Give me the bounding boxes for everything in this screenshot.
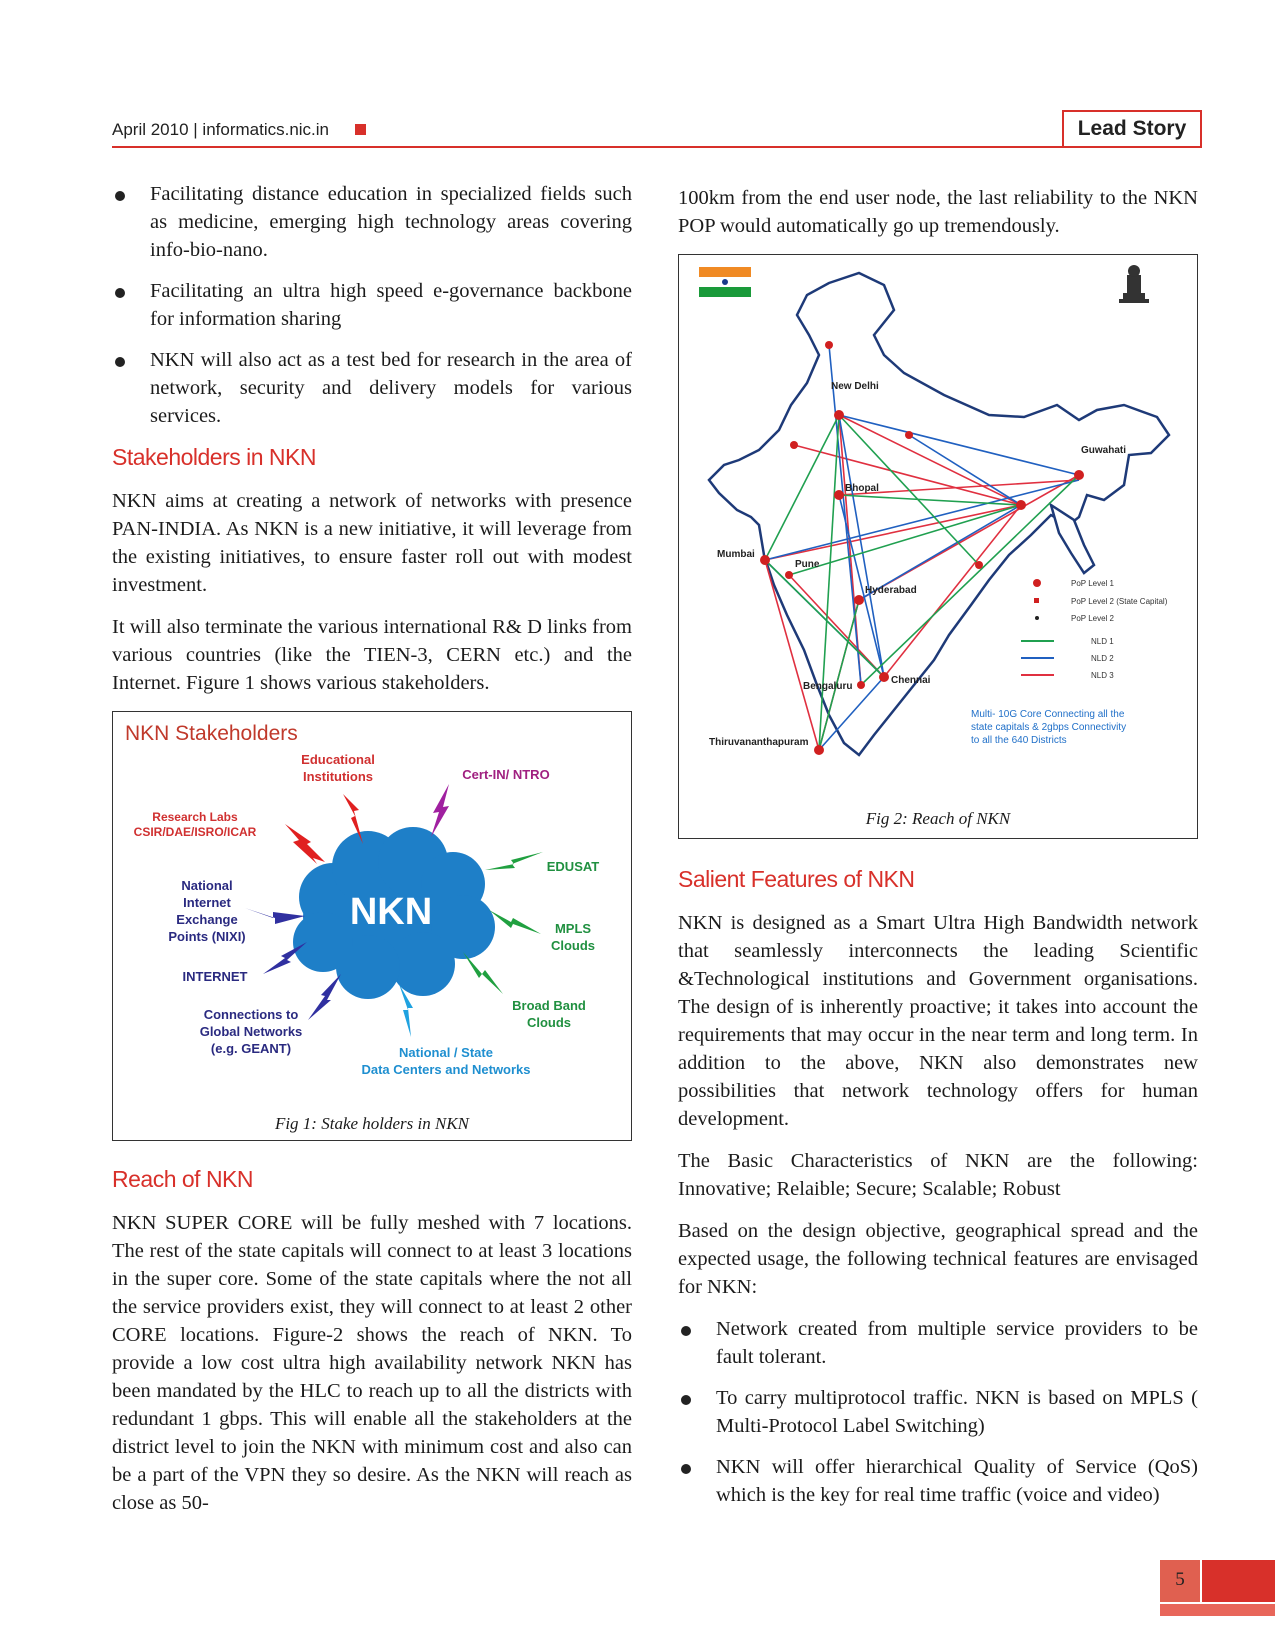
list-item: Network created from multiple service providers to be fault tolerant. xyxy=(678,1315,1198,1371)
list-item: Facilitating distance education in specialized fields such as medicine, emerging high technology areas covering info-bio-nano. xyxy=(112,180,632,264)
label-edusat: EDUSAT xyxy=(546,859,600,874)
label-broadband: Broad Band xyxy=(512,998,586,1013)
features-bullet-list xyxy=(678,1315,1198,1509)
bullet-icon xyxy=(115,191,125,201)
svg-text:state capitals & 2gbps Connect: state capitals & 2gbps Connectivity xyxy=(971,722,1127,733)
label-nixi-3: Exchange xyxy=(176,912,238,927)
svg-text:PoP Level 2: PoP Level 2 xyxy=(1071,614,1114,623)
page-corner-bar xyxy=(1160,1604,1275,1616)
figure-1-stakeholders xyxy=(112,711,632,1141)
svg-text:PoP Level 1: PoP Level 1 xyxy=(1071,579,1114,588)
bolt-global-icon xyxy=(308,974,341,1020)
label-internet: INTERNET xyxy=(182,969,248,984)
city-pune: Pune xyxy=(795,559,820,570)
label-global-1: Connections to xyxy=(203,1007,299,1022)
label-datacenter-1: National / State xyxy=(399,1045,493,1060)
diagram-title: NKN Stakeholders xyxy=(125,722,298,745)
national-emblem-icon xyxy=(1119,265,1149,303)
bolt-research-icon xyxy=(285,824,325,864)
stakeholders-paragraph-2: It will also terminate the various international R& D links from various countries (like the TIEN-3, CERN etc.) and the Internet. Figure 1 shows various stakeholders. xyxy=(112,616,632,694)
city-new-delhi: New Delhi xyxy=(831,381,879,392)
label-nixi-1: National xyxy=(181,878,233,893)
bolt-cert-icon xyxy=(431,784,449,837)
city-thiruvananthapuram: Thiruvananthapuram xyxy=(709,737,809,748)
label-datacenter-2: Data Centers and Networks xyxy=(361,1062,531,1077)
list-item: NKN will offer hierarchical Quality of Service (QoS) which is the key for real time traffic (voice and video) xyxy=(678,1453,1198,1509)
map-note xyxy=(971,709,1126,746)
section-tag: Lead Story xyxy=(1062,110,1202,146)
label-educational: Educational xyxy=(301,752,375,767)
city-mumbai: Mumbai xyxy=(717,549,755,560)
bolt-nixi-icon xyxy=(245,908,305,924)
city-bhopal: Bhopal xyxy=(845,483,879,494)
header-date-site: April 2010 | informatics.nic.in xyxy=(112,120,366,140)
left-column xyxy=(112,180,632,1531)
svg-text:NLD 1: NLD 1 xyxy=(1091,637,1114,646)
bullet-icon xyxy=(681,1395,691,1405)
city-guwahati: Guwahati xyxy=(1081,445,1127,456)
list-item: Facilitating an ultra high speed e-governance backbone for information sharing xyxy=(112,277,632,333)
reach-paragraph: NKN SUPER CORE will be fully meshed with 7 locations. The rest of the state capitals will connect to at least 3 locations in the super core. Some of the state capitals where the not all the service providers exist, they will connect to at least 2 other CORE locations. Figure-2 shows the reach of NKN. To provide a low cost ultra high availability network NKN has been mandated by the HLC to reach up to all the districts with redundant 1 gbps. This will enable all the stakeholders at the district level to join the NKN with minimum cost and also can be a part of the VPN they so desire. As the NKN will reach as close as 50- xyxy=(112,1212,632,1514)
figure-1-caption: Fig 1: Stake holders in NKN xyxy=(274,1114,470,1133)
svg-text:PoP Level 2 (State Capital): PoP Level 2 (State Capital) xyxy=(1071,597,1168,606)
india-outline xyxy=(709,273,1169,755)
reach-continued-paragraph: 100km from the end user node, the last reliability to the NKN POP would automatically go up tremendously. xyxy=(678,187,1198,237)
reach-heading: Reach of NKN xyxy=(112,1166,254,1192)
label-cert: Cert-IN/ NTRO xyxy=(462,767,550,782)
stakeholders-heading: Stakeholders in NKN xyxy=(112,444,316,470)
label-institutions: Institutions xyxy=(302,769,374,784)
city-chennai: Chennai xyxy=(891,675,931,686)
label-mpls: MPLS xyxy=(554,921,592,936)
svg-text:to all the 640 Districts: to all the 640 Districts xyxy=(971,735,1067,746)
intro-bullet-list xyxy=(112,180,632,430)
salient-paragraph-2: The Basic Characteristics of NKN are the following: Innovative; Relaible; Secure; Scalable; Robust xyxy=(678,1150,1198,1200)
right-column xyxy=(678,184,1198,1522)
bullet-icon xyxy=(681,1326,691,1336)
label-global-2: Global Networks xyxy=(199,1024,303,1039)
label-nixi-2: Internet xyxy=(183,895,231,910)
label-clouds: Clouds xyxy=(550,938,596,953)
bullet-icon xyxy=(115,288,125,298)
svg-text:Multi- 10G Core Connecting all: Multi- 10G Core Connecting all the xyxy=(971,709,1125,720)
salient-paragraph-3: Based on the design objective, geographical spread and the expected usage, the following technical features are envisaged for NKN: xyxy=(678,1220,1198,1298)
bolt-edusat-icon xyxy=(485,852,543,870)
svg-text:NLD 3: NLD 3 xyxy=(1091,671,1114,680)
city-hyderabad: Hyderabad xyxy=(865,585,917,596)
label-global-3: (e.g. GEANT) xyxy=(210,1041,292,1056)
svg-text:NLD 2: NLD 2 xyxy=(1091,654,1114,663)
label-research: Research Labs xyxy=(152,810,238,824)
india-flag-icon xyxy=(699,267,751,297)
page-corner-block xyxy=(1202,1560,1275,1602)
figure-2-caption: Fig 2: Reach of NKN xyxy=(865,809,1011,828)
header-red-square xyxy=(355,124,366,135)
label-research-orgs: CSIR/DAE/ISRO/ICAR xyxy=(133,825,257,839)
stakeholders-diagram xyxy=(113,712,631,1107)
figure-2-reach-map xyxy=(678,254,1198,839)
india-network-map xyxy=(679,255,1197,795)
list-item: To carry multiprotocol traffic. NKN is based on MPLS ( Multi-Protocol Label Switching) xyxy=(678,1384,1198,1440)
stakeholders-paragraph-1: NKN aims at creating a network of networks with presence PAN-INDIA. As NKN is a new initiative, it will leverage from the existing initiatives, to ensure faster roll out with modest investment. xyxy=(112,490,632,596)
salient-heading: Salient Features of NKN xyxy=(678,866,915,892)
salient-paragraph-1: NKN is designed as a Smart Ultra High Bandwidth network that seamlessly interconnects the leading Scientific &Technological institutions and Government organisations. The design of is inherently proactive; it takes into account the requirements that may occur in the near term and long term. In addition to the above, NKN also demonstrates new possibilities that network technology offers for human development. xyxy=(678,912,1198,1130)
label-broadband-clouds: Clouds xyxy=(526,1015,572,1030)
list-item: NKN will also act as a test bed for research in the area of network, security and delivery models for various services. xyxy=(112,346,632,430)
page-number: 5 xyxy=(1160,1560,1200,1602)
header-rule xyxy=(112,146,1202,148)
bolt-mpls-icon xyxy=(489,910,541,934)
map-legend xyxy=(1021,579,1168,680)
cloud-label: NKN xyxy=(349,891,433,933)
label-nixi-4: Points (NIXI) xyxy=(168,929,246,944)
city-bengaluru: Bengaluru xyxy=(803,681,853,692)
bullet-icon xyxy=(681,1464,691,1474)
bullet-icon xyxy=(115,357,125,367)
page-header xyxy=(112,110,1202,148)
